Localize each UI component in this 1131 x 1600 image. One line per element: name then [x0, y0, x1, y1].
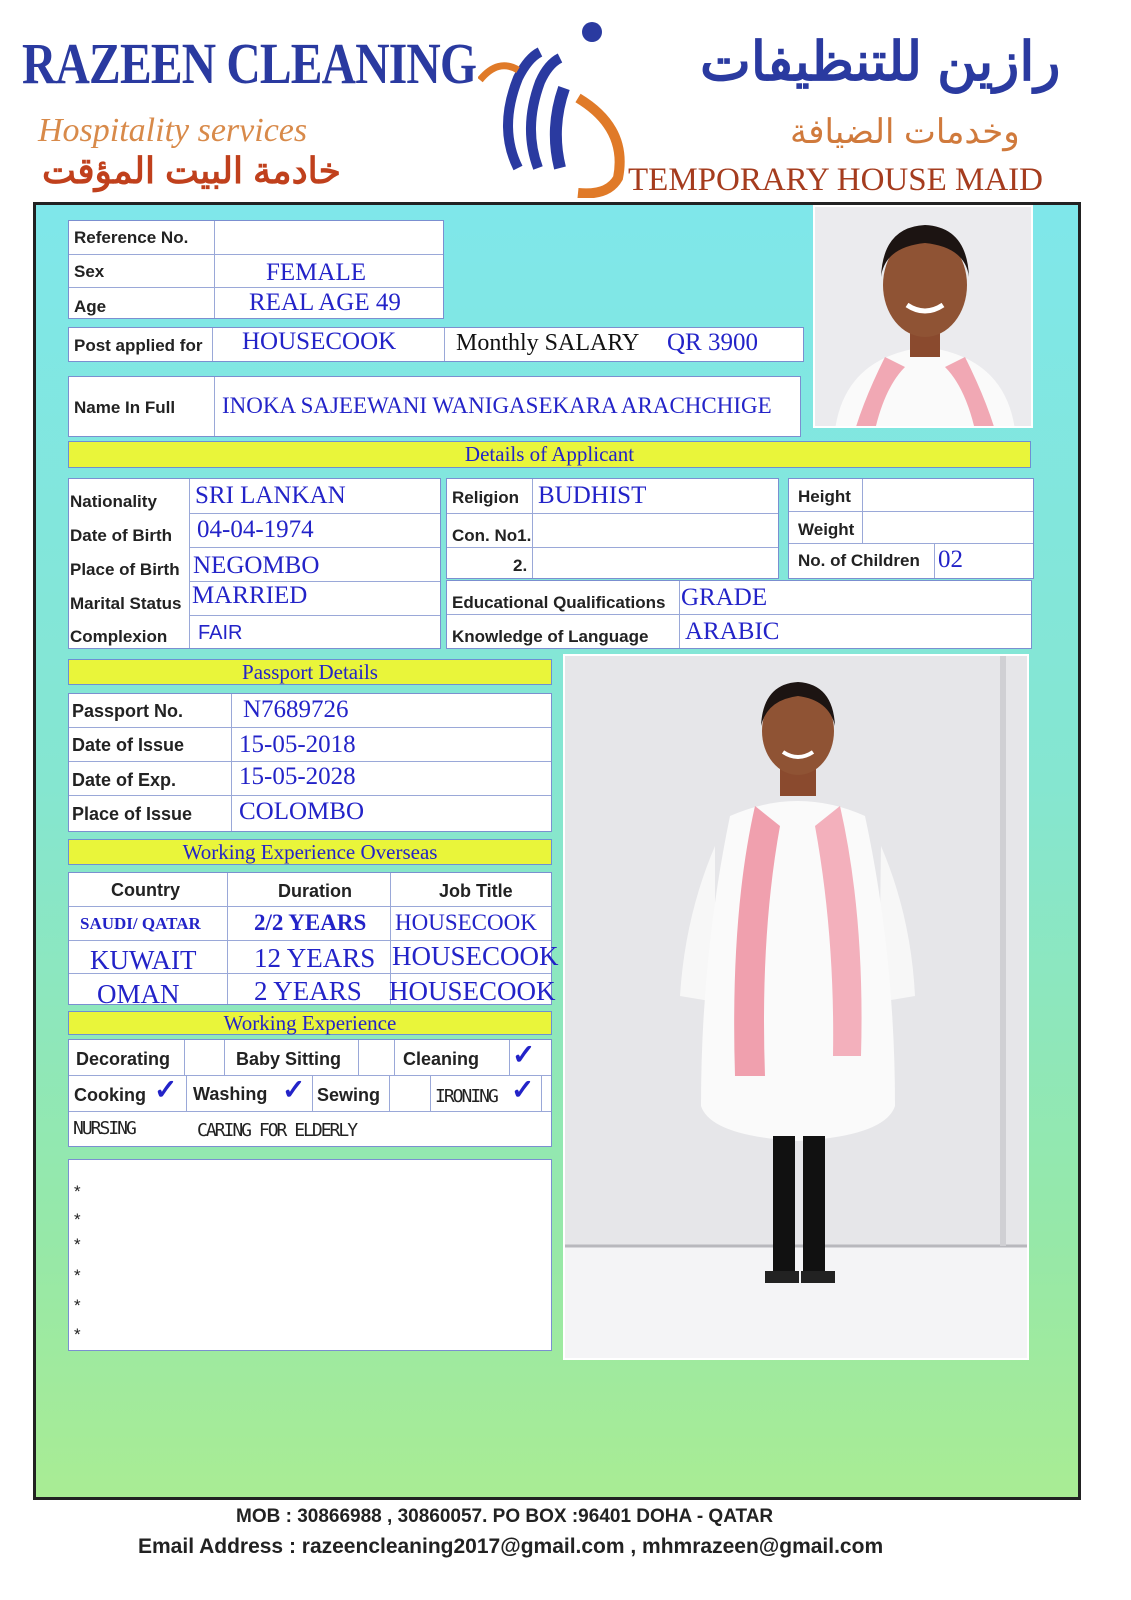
- skill-sewing: Sewing: [317, 1085, 381, 1105]
- col-job-title: Job Title: [439, 881, 513, 901]
- skill-cooking: Cooking: [74, 1085, 146, 1105]
- name-box: [68, 376, 801, 437]
- issue-date-label: Date of Issue: [72, 735, 185, 755]
- contact1-label: Con. No1.: [452, 526, 532, 545]
- salary-label: Monthly SALARY: [456, 330, 640, 356]
- note-bullet: *: [74, 1182, 81, 1201]
- skill-ironing: IRONING: [435, 1086, 497, 1107]
- sex-label: Sex: [74, 262, 105, 281]
- col-country: Country: [111, 880, 180, 900]
- note-bullet: *: [74, 1325, 81, 1344]
- dob-label: Date of Birth: [70, 526, 172, 545]
- table-row-duration: 2 YEARS: [254, 976, 362, 1006]
- language-label: Knowledge of Language: [452, 627, 649, 646]
- nationality-value: SRI LANKAN: [195, 482, 346, 509]
- table-row-country: KUWAIT: [90, 945, 197, 975]
- table-row-job: HOUSECOOK: [392, 941, 559, 971]
- contact-line: MOB : 30866988 , 30860057. PO BOX :96401 DOHA - QATAR: [236, 1506, 774, 1527]
- expiry-date-value: 15-05-2028: [239, 763, 356, 790]
- pob-label: Place of Birth: [70, 560, 180, 579]
- check-icon: ✓: [511, 1074, 535, 1105]
- education-box: [446, 580, 1032, 649]
- religion-value: BUDHIST: [538, 482, 647, 509]
- note-bullet: *: [74, 1235, 81, 1254]
- issue-place-value: COLOMBO: [239, 798, 365, 825]
- religion-label: Religion: [452, 488, 520, 507]
- physical-box: [788, 478, 1034, 579]
- issue-date-value: 15-05-2018: [239, 731, 356, 758]
- sex-value: FEMALE: [266, 259, 366, 286]
- full-body-photo: [563, 654, 1029, 1360]
- children-label: No. of Children: [798, 551, 920, 570]
- brand-name: RAZEEN CLEANING: [22, 31, 477, 96]
- cv-panel: [33, 202, 1081, 1500]
- tagline: Hospitality services: [38, 112, 308, 149]
- name-value: INOKA SAJEEWANI WANIGASEKARA ARACHCHIGE: [222, 393, 772, 418]
- note-bullet: *: [74, 1266, 81, 1285]
- arabic-tagline: خادمة البيت المؤقت: [42, 150, 341, 191]
- arabic-brand: رازين للتنظيفات: [700, 32, 1061, 92]
- table-row-duration: 2/2 YEARS: [254, 910, 367, 935]
- check-icon: ✓: [512, 1039, 536, 1070]
- dob-value: 04-04-1974: [197, 516, 314, 543]
- complexion-label: Complexion: [70, 627, 168, 646]
- expiry-date-label: Date of Exp.: [72, 770, 177, 790]
- issue-place-label: Place of Issue: [72, 804, 193, 824]
- details-left-box: [68, 478, 441, 649]
- table-row-job: HOUSECOOK: [395, 910, 537, 935]
- table-row-job: HOUSECOOK: [389, 976, 556, 1006]
- skill-caring-elderly: CARING FOR ELDERLY: [197, 1120, 357, 1141]
- education-label: Educational Qualifications: [452, 593, 666, 612]
- marital-label: Marital Status: [70, 594, 182, 613]
- experience-heading: Working Experience: [68, 1011, 552, 1035]
- children-value: 02: [938, 546, 963, 573]
- age-label: Age: [74, 297, 107, 316]
- passport-heading: Passport Details: [68, 659, 552, 685]
- skill-washing: Washing: [193, 1084, 268, 1104]
- reference-label: Reference No.: [74, 228, 189, 247]
- note-bullet: *: [74, 1210, 81, 1229]
- name-label: Name In Full: [74, 398, 176, 417]
- col-duration: Duration: [278, 881, 352, 901]
- age-value: REAL AGE 49: [249, 289, 401, 316]
- skill-nursing: NURSING: [73, 1118, 135, 1139]
- portrait-photo: [813, 205, 1033, 428]
- contact2-label: 2.: [513, 556, 528, 575]
- table-row-country: OMAN: [97, 979, 180, 1009]
- marital-value: MARRIED: [192, 582, 308, 609]
- complexion-value: FAIR: [198, 622, 243, 644]
- details-heading: Details of Applicant: [68, 441, 1031, 468]
- overseas-table: [68, 872, 559, 1009]
- passport-number-value: N7689726: [243, 696, 349, 723]
- salary-value: QR 3900: [667, 329, 758, 356]
- experience-box: [68, 1039, 552, 1147]
- identity-box: [68, 220, 444, 319]
- check-icon: ✓: [154, 1074, 178, 1105]
- skill-cleaning: Cleaning: [403, 1049, 480, 1069]
- education-value: GRADE: [681, 584, 768, 611]
- table-row-country: SAUDI/ QATAR: [80, 914, 201, 933]
- skill-baby-sitting: Baby Sitting: [236, 1049, 342, 1069]
- passport-box: [68, 693, 552, 832]
- note-bullet: *: [74, 1296, 81, 1315]
- post-label: Post applied for: [74, 336, 203, 355]
- overseas-heading: Working Experience Overseas: [68, 839, 552, 865]
- email-line: Email Address : razeencleaning2017@gmail.com , mhmrazeen@gmail.com: [138, 1535, 884, 1558]
- passport-number-label: Passport No.: [72, 701, 184, 721]
- check-icon: ✓: [282, 1074, 306, 1105]
- skill-decorating: Decorating: [76, 1049, 171, 1069]
- logo-icon: [478, 18, 638, 198]
- language-value: ARABIC: [685, 618, 780, 645]
- religion-box: [446, 478, 779, 579]
- post-box: [68, 327, 804, 362]
- notes-box: [68, 1159, 552, 1351]
- height-label: Height: [798, 487, 851, 506]
- post-value: HOUSECOOK: [242, 328, 397, 355]
- weight-label: Weight: [798, 520, 855, 539]
- document-title: TEMPORARY HOUSE MAID: [628, 162, 1043, 198]
- pob-value: NEGOMBO: [193, 552, 320, 579]
- arabic-subtitle: وخدمات الضيافة: [790, 113, 1020, 151]
- nationality-label: Nationality: [70, 492, 157, 511]
- table-row-duration: 12 YEARS: [254, 943, 376, 973]
